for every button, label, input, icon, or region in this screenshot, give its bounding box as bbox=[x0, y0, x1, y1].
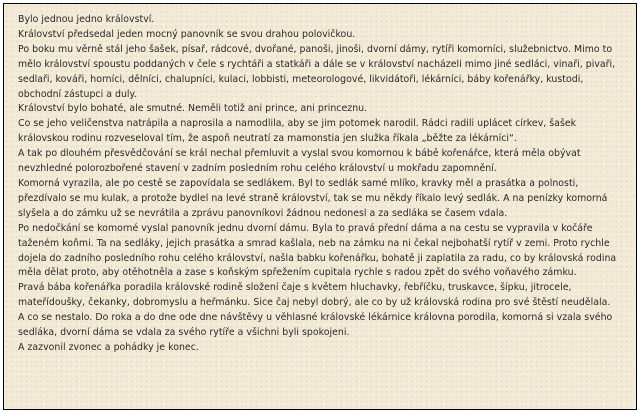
paragraph-8: Po nedočkání se komorné vyslal panovník jednu dvorní dámu. Byla to pravá přední dáma a na cestu se vypravila v kočáře taženém koňmi. Ta na sedláky, jejich prasátka a smrad kašlala, neb na zámku na ni čekal nejbohatší rytíř v zemi. Proto rychle dojela do zadního posledního rohu celého království, našla babku kořenářku, bohatě ji zaplatila za radu, co by královská rodina měla dělat proto, aby otěhotněla a zase s koňským spřežením cupitala rychle s radou zpět do svého voňavého zámku. bbox=[18, 222, 617, 279]
paragraph-11: A zazvonil zvonec a pohádky je konec. bbox=[18, 341, 199, 353]
paragraph-2: Království předsedal jeden mocný panovník se svou drahou polovičkou. bbox=[18, 28, 356, 40]
paragraph-3: Po boku mu věrně stál jeho šašek, písař, rádcové, dvořané, panoši, jinoši, dvorní dámy, rytíři komorníci, služebnictvo. Mimo to mělo království spoustu poddaných v čele s rychtáři a statkáři a dále se v království nacházeli mimo jiné sedláci, vinaři, pivaři, sedlaři, kováři, horníci, dělníci, chalupníci, kulaci, lobbisti, meteorologové, likvidátoři, lékárníci, báby kořenářky, kustodi, obchodní zástupci a duly. bbox=[18, 43, 616, 100]
paragraph-5: Co se jeho veličenstva natrápila a naprosila a namodlila, aby se jim potomek narodil. Rádci radili uplácet církev, šašek královskou rodinu rozveseloval tím, že aspoň neutratí za mamonstia jen služka říkala „běžte za lékárníci“. bbox=[18, 118, 577, 145]
paragraph-10: A co se nestalo. Do roka a do dne ode dne návštěvy u věhlasné královské lékárnice královna porodila, komorná si vzala svého sedláka, dvorní dáma se vdala za svého rytíře a všichni byli spokojeni. bbox=[18, 312, 613, 339]
paragraph-9: Pravá bába kořenářka poradila královské rodině složení čaje s květem hluchavky, řebříčku, truskavce, šípku, jitrocele, mateřídoušky, čekanky, dobromyslu a heřmánku. Sice čaj nebyl dobrý, ale co by už královská rodina pro své štěstí neudělala. bbox=[18, 282, 611, 309]
paragraph-6: A tak po dlouhém přesvědčování se král nechal přemluvit a vyslal svou komornou k bábě kořenářce, která měla obývat nevzhledné polorozbořené stavení v zadním posledním rohu celého království u mokřadu zapomnění. bbox=[18, 148, 581, 175]
paragraph-4: Království bylo bohaté, ale smutné. Neměli totiž ani prince, ani princeznu. bbox=[18, 103, 368, 115]
paragraph-7: Komorná vyrazila, ale po cestě se zapovídala se sedlákem. Byl to sedlák samé mlíko, kravky měl a prasátka a polnosti, přezdívalo se mu kulak, a protože bydlel na levé straně království, tak se mu někdy říkalo levý sedlák. A na penízky komorná slyšela a do zámku už se nevrátila a zprávu panovníkovi žádnou nedonesl a za sedláka se časem vdala. bbox=[18, 177, 608, 219]
paragraph-1: Bylo jednou jedno království. bbox=[18, 14, 155, 25]
story-text bbox=[18, 13, 624, 356]
story-frame bbox=[3, 3, 637, 410]
